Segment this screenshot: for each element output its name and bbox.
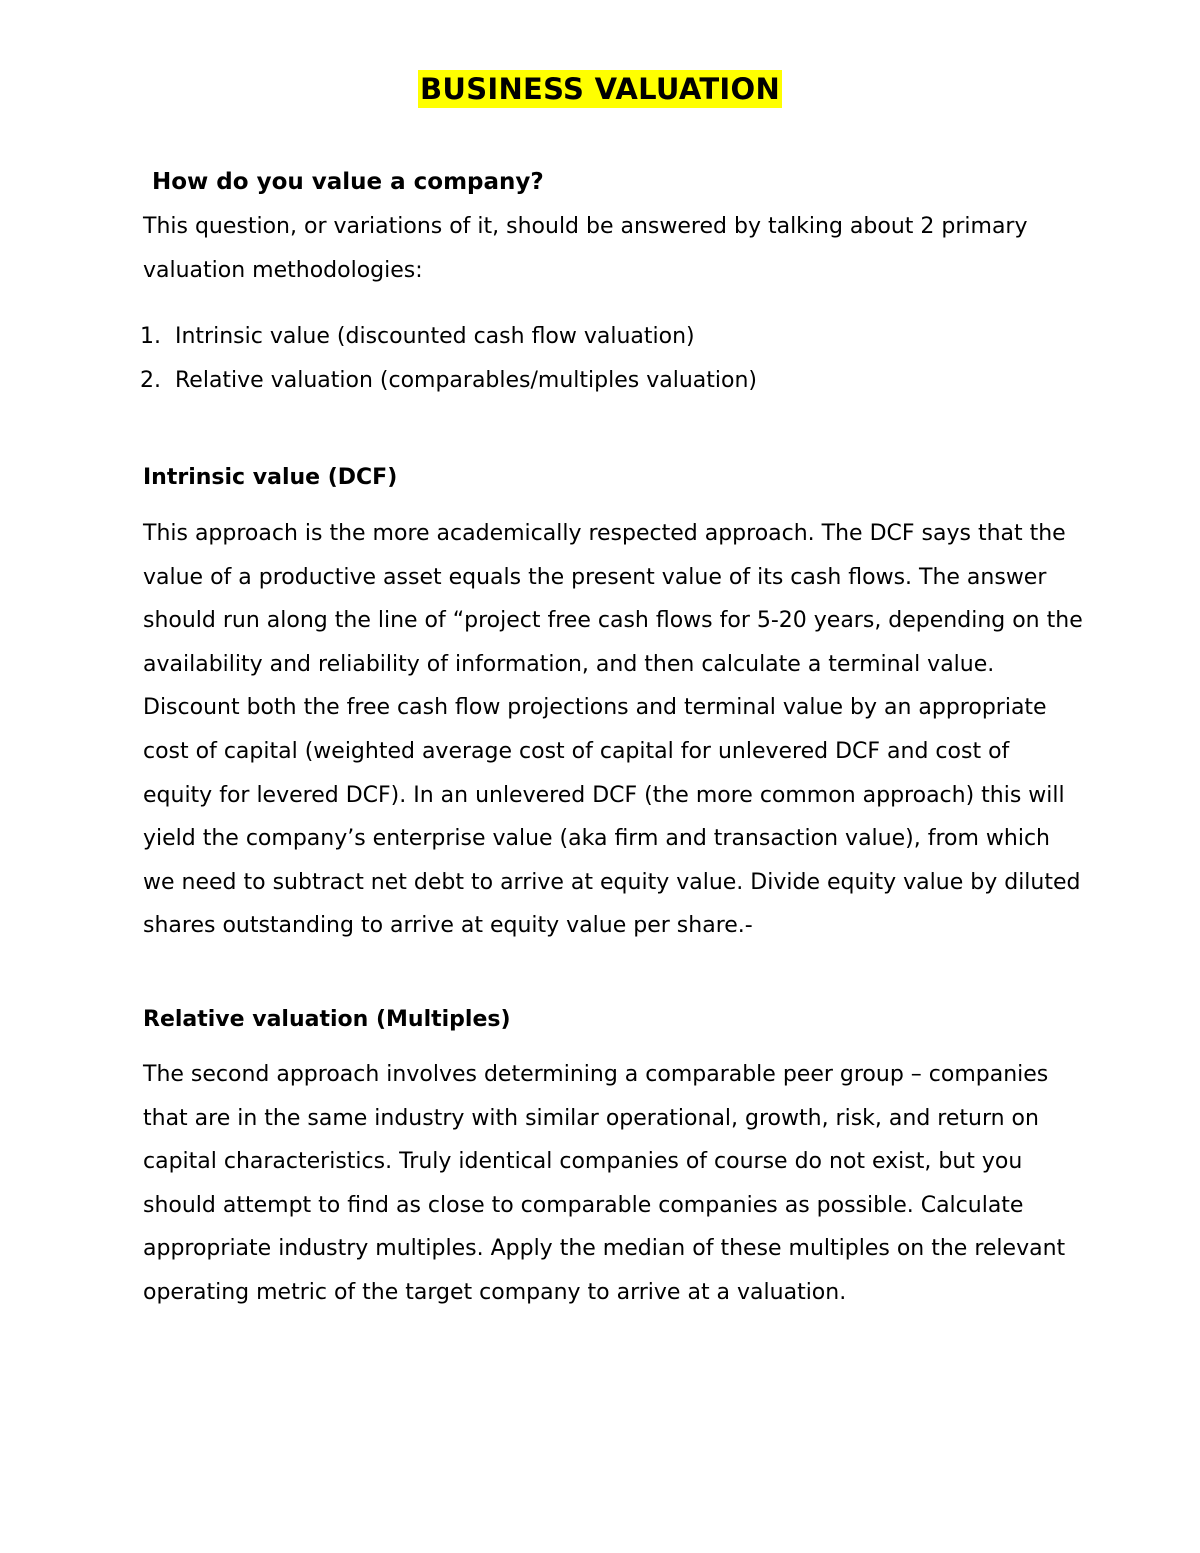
title-container [0, 70, 1200, 108]
question-heading: How do you value a company? [152, 169, 544, 195]
section-body-dcf: This approach is the more academically respected approach. The DCF says that the value of a productive asset equals the present value of its cash flows. The answer should run along the line of “project free cash flows for 5-20 years, depending on the availability and reliability of information, and then calculate a terminal value. Discount both the free cash flow projections and terminal value by an appropriate cost of capital (weighted average cost of capital for unlevered DCF and cost of equity for levered DCF). In an unlevered DCF (the more common approach) this will yield the company’s enterprise value (aka firm and transaction value), from which we need to subtract net debt to arrive at equity value. Divide equity value by diluted shares outstanding to arrive at equity value per share.- [143, 521, 1083, 939]
list-item-text: Relative valuation (comparables/multiples valuation) [175, 368, 757, 393]
list-number: 1. [140, 324, 161, 349]
list-item-text: Intrinsic value (discounted cash flow valuation) [175, 324, 695, 349]
document-title: BUSINESS VALUATION [419, 72, 781, 106]
methods-list [140, 315, 1083, 403]
intro-paragraph: This question, or variations of it, should be answered by talking about 2 primary valuation methodologies: [143, 214, 1028, 283]
section-body-multiples: The second approach involves determining a comparable peer group – companies that are in the same industry with similar operational, growth, risk, and return on capital characteristics. Truly identical companies of course do not exist, but you should attempt to find as close to comparable companies as possible. Calculate appropriate industry multiples. Apply the median of these multiples on the relevant operating metric of the target company to arrive at a valuation. [143, 1062, 1066, 1305]
list-item [140, 315, 1083, 359]
list-number: 2. [140, 368, 161, 393]
section-heading-multiples: Relative valuation (Multiples) [143, 1007, 511, 1032]
section-heading-dcf: Intrinsic value (DCF) [143, 465, 398, 490]
list-item [140, 359, 1083, 403]
